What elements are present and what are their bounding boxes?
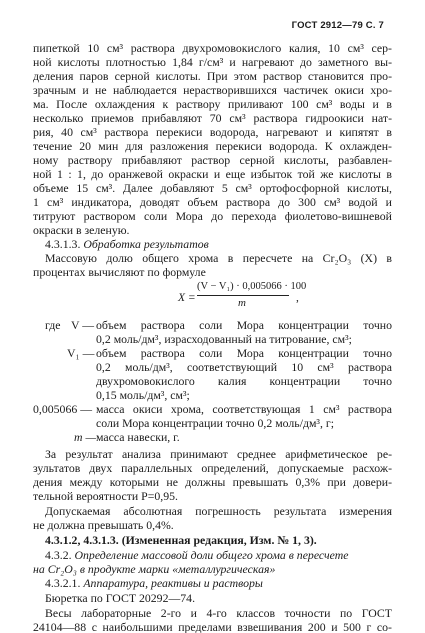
text-line: деления паров серной кислоты. При этом раствор становится про- [33,69,392,83]
def-line: 0,15 моль/дм³, см³; [96,388,190,402]
amendment-note [45,533,392,547]
text-line: объеме 15 см³. Далее добавляют 5 см³ ортофосфорной кислоты, [33,181,392,195]
text-line: ма. После охлаждения к раствору приливают 100 см³ воды и в [33,97,392,111]
def-line: объем раствора соли Мора концентрации точно [96,318,392,332]
def-line: 0,2 моль/дм³, израсходованный на титрование, см³; [96,332,352,346]
formula-denominator: m [238,297,246,309]
def-line: масса навески, г. [96,430,180,444]
text-line: несколько приемов прибавляют 70 см³ раствора гидроокиси нат- [33,111,392,125]
def-symbol: m — [74,430,96,444]
text-line: рия, 40 см³ раствора перекиси водорода, нагревают и кипятят в [33,125,392,139]
text-line: ной 1 : 1, до оранжевой окраски и еще избыток той же кислоты в [33,167,392,181]
text-line: течение 20 мин для разложения перекиси водорода. К охлажден- [33,139,392,153]
list-item: Весы лабораторные 2-го и 4-го классов точности по ГОСТ [45,606,392,620]
def-line: масса окиси хрома, соответствующая 1 см³ раствора [96,402,392,416]
def-line: объем раствора соли Мора концентрации точно [96,346,392,360]
section-title: Аппаратура, реактивы и растворы [83,576,263,590]
section-number: 4.3.1.3. [45,237,81,251]
formula-lhs: X = [178,292,196,304]
text-line: не должна превышать 0,4%. [33,518,174,532]
text-line: 1 см³ индикатора, доводят объем раствора до 300 см³ водой и [33,195,392,209]
text-line: зультатов двух параллельных определений, допускаемые расхож- [33,461,392,475]
where-label: где [45,318,61,332]
section-heading-4321 [45,576,392,590]
text-line: процентах вычисляют по формуле [33,265,206,279]
formula-comma: , [296,292,299,304]
text-line: зрачным и не наблюдается нерастворившихся частичек окиси хро- [33,83,392,97]
section-title: Определение массовой доли общего хрома в пересчете [74,548,349,562]
amendment-refs: 4.3.1.2, 4.3.1.3. [45,533,119,547]
fraction-bar [197,295,289,296]
text-line: Допускаемая абсолютная погрешность результата измерения [45,504,392,518]
section-heading-432 [45,548,392,562]
section-title-cont: на Cr₂O₃ в продукте марки «металлургическая» [33,562,276,576]
section-number: 4.3.2.1. [45,576,81,590]
formula [178,281,307,311]
text-line: Массовую долю общего хрома в пересчете на Cr₂O₃ (X) в [45,251,392,265]
def-symbol: V₁ — [67,346,95,360]
text-line: окраски в зеленую. [33,223,130,237]
list-item: Бюретка по ГОСТ 20292—74. [45,591,196,605]
formula-numerator: (V − V₁) · 0,005066 · 100 [197,281,307,292]
text-line: пипеткой 10 см³ раствора двухромовокислого калия, 10 см³ сер- [33,41,392,55]
def-line: двухромовокислого калия концентрации точно [96,374,392,388]
def-line: 0,2 моль/дм³, соответствующий 10 см³ раствора [96,360,392,374]
text-line: ной кислоты плотностью 1,84 г/см³ и нагревают до заметного вы- [33,55,392,69]
page-header: ГОСТ 2912—79 С. 7 [291,20,384,31]
list-item: 24104—88 с наибольшими пределами взвешивания 200 и 500 г со- [33,620,392,633]
amendment-text: (Измененная редакция, Изм. № 1, 3). [121,533,317,547]
def-line: соли Мора концентрации точно 0,2 моль/дм³, г; [96,416,334,430]
def-symbol: V — [71,318,95,332]
text-line: дения между которыми не должны превышать 0,3% при довери- [33,475,392,489]
text-line: ному раствору прибавляют раствор серной кислоты, разбавлен- [33,153,392,167]
section-number: 4.3.2. [45,548,72,562]
section-heading-4313 [45,237,392,251]
text-line: тельной вероятности P=0,95. [33,489,178,503]
def-symbol: 0,005066 — [33,402,92,416]
section-title: Обработка результатов [83,237,209,251]
text-line: титруют раствором соли Мора до перехода фиолетово-вишневой [33,209,392,223]
text-line: За результат анализа принимают среднее арифметическое ре- [45,447,392,461]
